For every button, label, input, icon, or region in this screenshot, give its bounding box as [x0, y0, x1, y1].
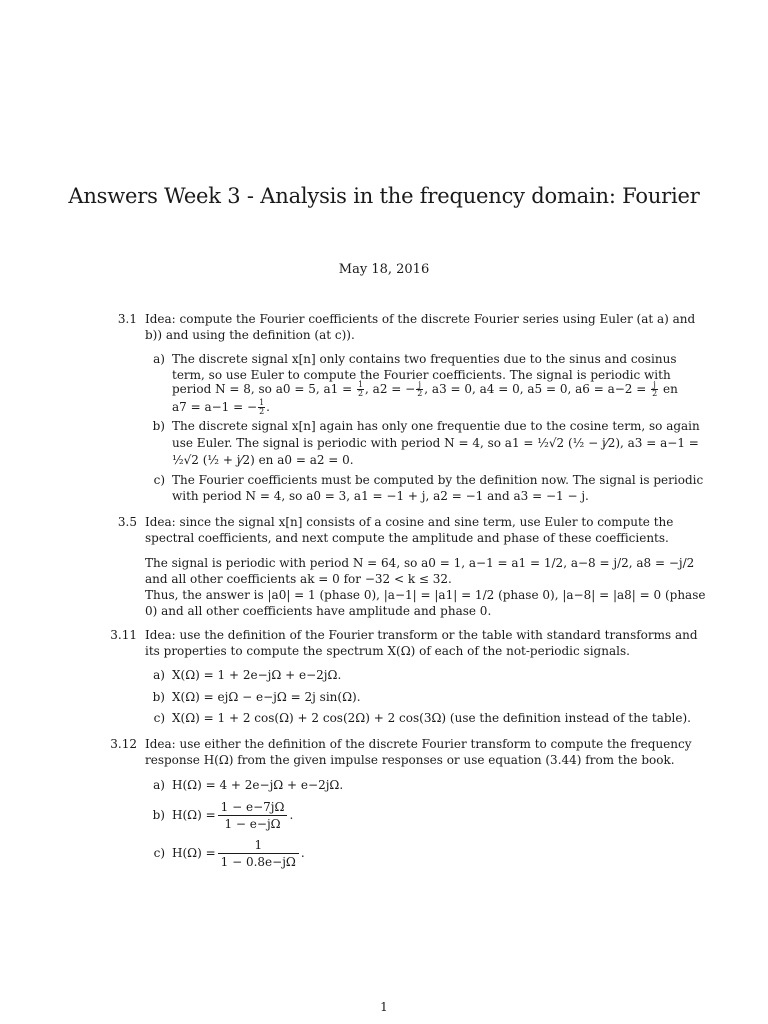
answer-line: and all other coefficients ak = 0 for −32 < k ≤ 32. — [145, 572, 452, 586]
fraction-denominator: 1 − 0.8e−jΩ — [220, 855, 296, 869]
text-segment: period N = 8, so a0 = 5, a1 = — [172, 382, 356, 396]
text-segment: en — [659, 382, 678, 396]
text-segment: , a3 = 0, a4 = 0, a5 = 0, a6 = a−2 = — [424, 382, 651, 396]
answer-line: 0) and all other coefficients have amplitude and phase 0. — [145, 604, 492, 618]
answer-equation — [172, 798, 293, 832]
fraction-numerator: 1 − e−7jΩ — [218, 799, 288, 816]
text-segment: . — [266, 400, 270, 414]
answer-line: H(Ω) = 4 + 2e−jΩ + e−2jΩ. — [172, 778, 344, 792]
fraction-numerator: 1 — [218, 837, 299, 854]
answer-line: ½√2 (½ + j⁄2) en a0 = a2 = 0. — [172, 453, 354, 467]
fraction-numerator: j — [416, 381, 423, 390]
question-idea-line: Idea: use either the definition of the discrete Fourier transform to compute the frequency — [145, 737, 692, 751]
item-label: b) — [152, 690, 165, 704]
page-number: 1 — [380, 1000, 388, 1014]
answer-line: use Euler. The signal is periodic with period N = 4, so a1 = ½√2 (½ − j⁄2), a3 = a−1 = — [172, 436, 699, 450]
answer-line: The discrete signal x[n] again has only one frequentie due to the cosine term, so again — [172, 419, 700, 433]
answer-line: X(Ω) = ejΩ − e−jΩ = 2j sin(Ω). — [172, 690, 361, 704]
fraction-denominator: 2 — [652, 389, 658, 398]
fraction — [258, 399, 265, 416]
document-title: Answers Week 3 - Analysis in the frequency domain: Fourier — [68, 184, 700, 208]
question-idea-line: spectral coefficients, and next compute the amplitude and phase of these coefficients. — [145, 531, 669, 545]
item-label: c) — [153, 711, 165, 725]
text-segment: a7 = a−1 = − — [172, 400, 258, 414]
answer-line: X(Ω) = 1 + 2e−jΩ + e−2jΩ. — [172, 668, 342, 682]
answer-line: Thus, the answer is |a0| = 1 (phase 0), |a−1| = |a1| = 1/2 (phase 0), |a−8| = |a8| = 0 (phase — [145, 588, 706, 602]
fraction — [416, 381, 423, 398]
answer-line — [172, 399, 270, 416]
fraction-numerator: 1 — [357, 380, 364, 389]
question-idea-line: Idea: since the signal x[n] consists of a cosine and sine term, use Euler to compute the — [145, 515, 674, 529]
answer-line: with period N = 4, so a0 = 3, a1 = −1 + j, a2 = −1 and a3 = −1 − j. — [172, 489, 589, 503]
question-idea-line: Idea: compute the Fourier coefficients of the discrete Fourier series using Euler (at a) and — [145, 312, 696, 326]
equation-lhs: H(Ω) = — [172, 808, 216, 822]
question-number: 3.5 — [117, 515, 137, 529]
document-date: May 18, 2016 — [338, 262, 430, 277]
fraction — [218, 799, 288, 832]
fraction-denominator: 2 — [259, 407, 265, 416]
text-segment: . — [289, 808, 294, 822]
answer-line: The signal is periodic with period N = 64, so a0 = 1, a−1 = a1 = 1/2, a−8 = j/2, a8 = −j/2 — [145, 556, 695, 570]
fraction-denominator: 2 — [417, 389, 423, 398]
question-idea-line: its properties to compute the spectrum X(Ω) of each of the not-periodic signals. — [145, 644, 630, 658]
item-label: a) — [153, 778, 165, 792]
answer-line: term, so use Euler to compute the Fourier coefficients. The signal is periodic with — [172, 368, 671, 382]
fraction-numerator: j — [651, 381, 658, 390]
answer-line: The discrete signal x[n] only contains two frequenties due to the sinus and cosinus — [172, 352, 677, 366]
item-label: a) — [153, 352, 165, 366]
item-label: c) — [153, 473, 165, 487]
fraction — [218, 837, 299, 870]
answer-line — [172, 381, 678, 398]
fraction-denominator: 1 − e−jΩ — [224, 817, 281, 831]
fraction — [651, 381, 658, 398]
item-label: b) — [152, 419, 165, 433]
item-label: b) — [152, 808, 165, 822]
question-number: 3.1 — [117, 312, 137, 326]
fraction-denominator: 2 — [357, 389, 364, 398]
answer-line: X(Ω) = 1 + 2 cos(Ω) + 2 cos(2Ω) + 2 cos(3Ω) (use the definition instead of the table). — [172, 711, 691, 725]
item-label: c) — [153, 846, 165, 860]
question-idea-line: b)) and using the definition (at c)). — [145, 328, 355, 342]
equation-lhs: H(Ω) = — [172, 846, 216, 860]
fraction-numerator: 1 — [259, 398, 265, 407]
item-label: a) — [153, 668, 165, 682]
text-segment: . — [300, 846, 305, 860]
answer-equation — [172, 836, 305, 870]
fraction — [357, 381, 364, 398]
question-number: 3.11 — [110, 628, 137, 642]
question-idea-line: response H(Ω) from the given impulse responses or use equation (3.44) from the book. — [145, 753, 675, 767]
question-idea-line: Idea: use the definition of the Fourier transform or the table with standard transforms and — [145, 628, 698, 642]
text-segment: , a2 = − — [365, 382, 416, 396]
answer-line: The Fourier coefficients must be computed by the definition now. The signal is periodic — [172, 473, 704, 487]
question-number: 3.12 — [110, 737, 137, 751]
